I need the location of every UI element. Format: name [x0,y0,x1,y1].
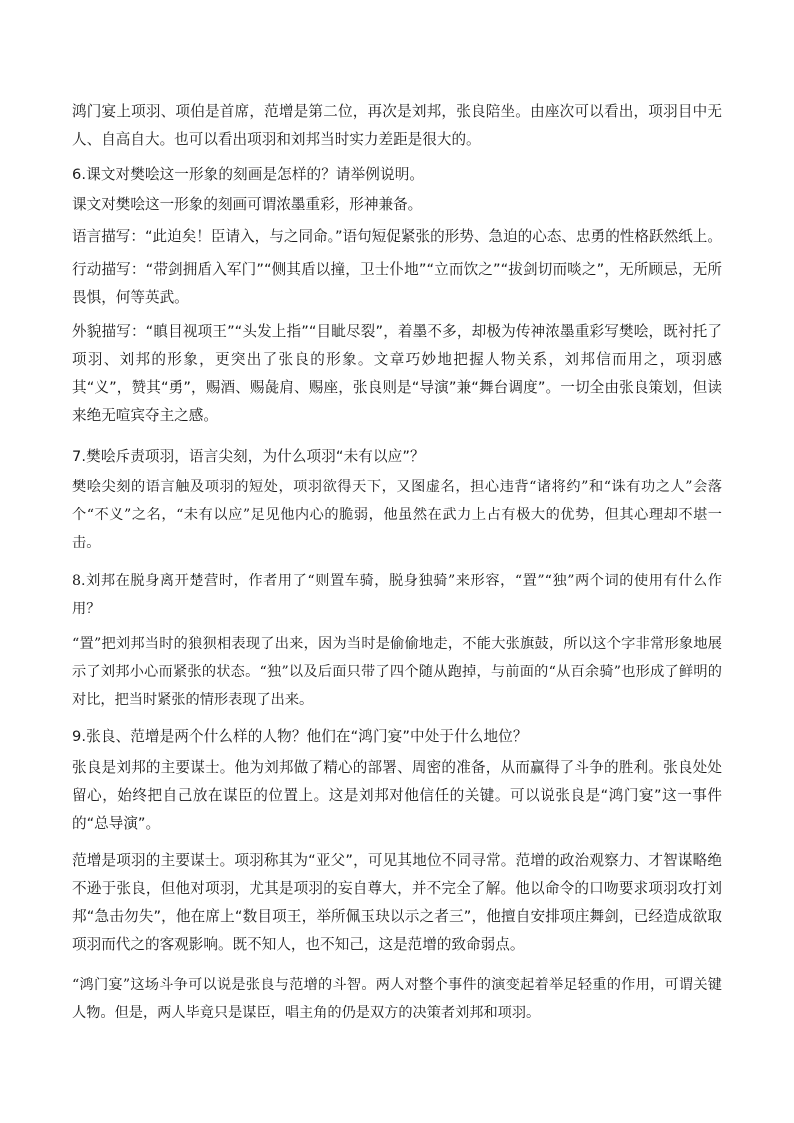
question-7: 7.樊哙斥责项羽，语言尖刻，为什么项羽“未有以应”？ [72,448,425,465]
question-8: 8.刘邦在脱身离开楚营时，作者用了“则置车骑，脱身独骑”来形容，“置”“独”两个词的使用有什么作用？ [72,573,722,617]
paragraph-seating-answer: 鸿门宴上项羽、项伯是首席，范增是第二位，再次是刘邦，张良陪坐。由座次可以看出，项羽目中无人、自高自大。也可以看出项羽和刘邦当时实力差距是很大的。 [72,103,722,148]
paragraph-fankuai-intro: 课文对樊哙这一形象的刻画可谓浓墨重彩，形神兼备。 [72,196,423,213]
paragraph-fanzeng: 范增是项羽的主要谋士。项羽称其为“亚父”，可见其地位不同寻常。范增的政治观察力、才智谋略绝不逊于张良，但他对项羽，尤其是项羽的妄自尊大，并不完全了解。他以命令的口吻要求项羽攻打刘邦“急击勿失”，他在席上“数目项王，举所佩玉玦以示之者三”，他擅自安排项庄舞剑，已经造成欲取项羽而代之的客观影响。既不知人，也不知己，这是范增的致命弱点。 [72,852,722,953]
paragraph-action-description: 行动描写：“带剑拥盾入军门”“侧其盾以撞，卫士仆地”“立而饮之”“拔剑切而啖之”，无所顾忌，无所畏惧，何等英武。 [72,261,722,306]
paragraph-zhangliang: 张良是刘邦的主要谋士。他为刘邦做了精心的部署、周密的准备，从而赢得了斗争的胜利。张良处处留心，始终把自己放在谋臣的位置上。这是刘邦对他信任的关键。可以说张良是“鸿门宴”这一事件的“总导演”。 [72,759,722,832]
paragraph-language-description: 语言描写：“此迫矣！臣请入，与之同命。”语句短促紧张的形势、急迫的心态、忠勇的性格跃然纸上。 [72,228,722,245]
question-9: 9.张良、范增是两个什么样的人物？他们在“鸿门宴”中处于什么地位？ [72,728,528,745]
paragraph-answer-8: “置”把刘邦当时的狼狈相表现了出来，因为当时是偷偷地走，不能大张旗鼓，所以这个字非常形象地展示了刘邦小心而紧张的状态。“独”以及后面只带了四个随从跑掉，与前面的“从百余骑”也形成了鲜明的对比，把当时紧张的情形表现了出来。 [72,636,722,708]
question-6: 6.课文对樊哙这一形象的刻画是怎样的？请举例说明。 [72,166,425,183]
paragraph-answer-7: 樊哙尖刻的语言触及项羽的短处，项羽欲得天下，又图虚名，担心违背“诸将约”和“诛有功之人”会落个“不义”之名，“未有以应”足见他内心的脆弱，他虽然在武力上占有极大的优势，但其心理却不堪一击。 [72,479,722,551]
paragraph-appearance-description: 外貌描写：“瞋目视项王”“头发上指”“目眦尽裂”，着墨不多，却极为传神浓墨重彩写樊哙，既衬托了项羽、刘邦的形象，更突出了张良的形象。文章巧妙地把握人物关系，刘邦信而用之，项羽感其“义”，赞其“勇”，赐酒、赐彘肩、赐座，张良则是“导演”兼“舞台调度”。一切全由张良策划，但读来绝无喧宾夺主之感。 [72,323,722,424]
paragraph-conclusion: “鸿门宴”这场斗争可以说是张良与范增的斗智。两人对整个事件的演变起着举足轻重的作用，可谓关键人物。但是，两人毕竟只是谋臣，唱主角的仍是双方的决策者刘邦和项羽。 [72,977,722,1021]
